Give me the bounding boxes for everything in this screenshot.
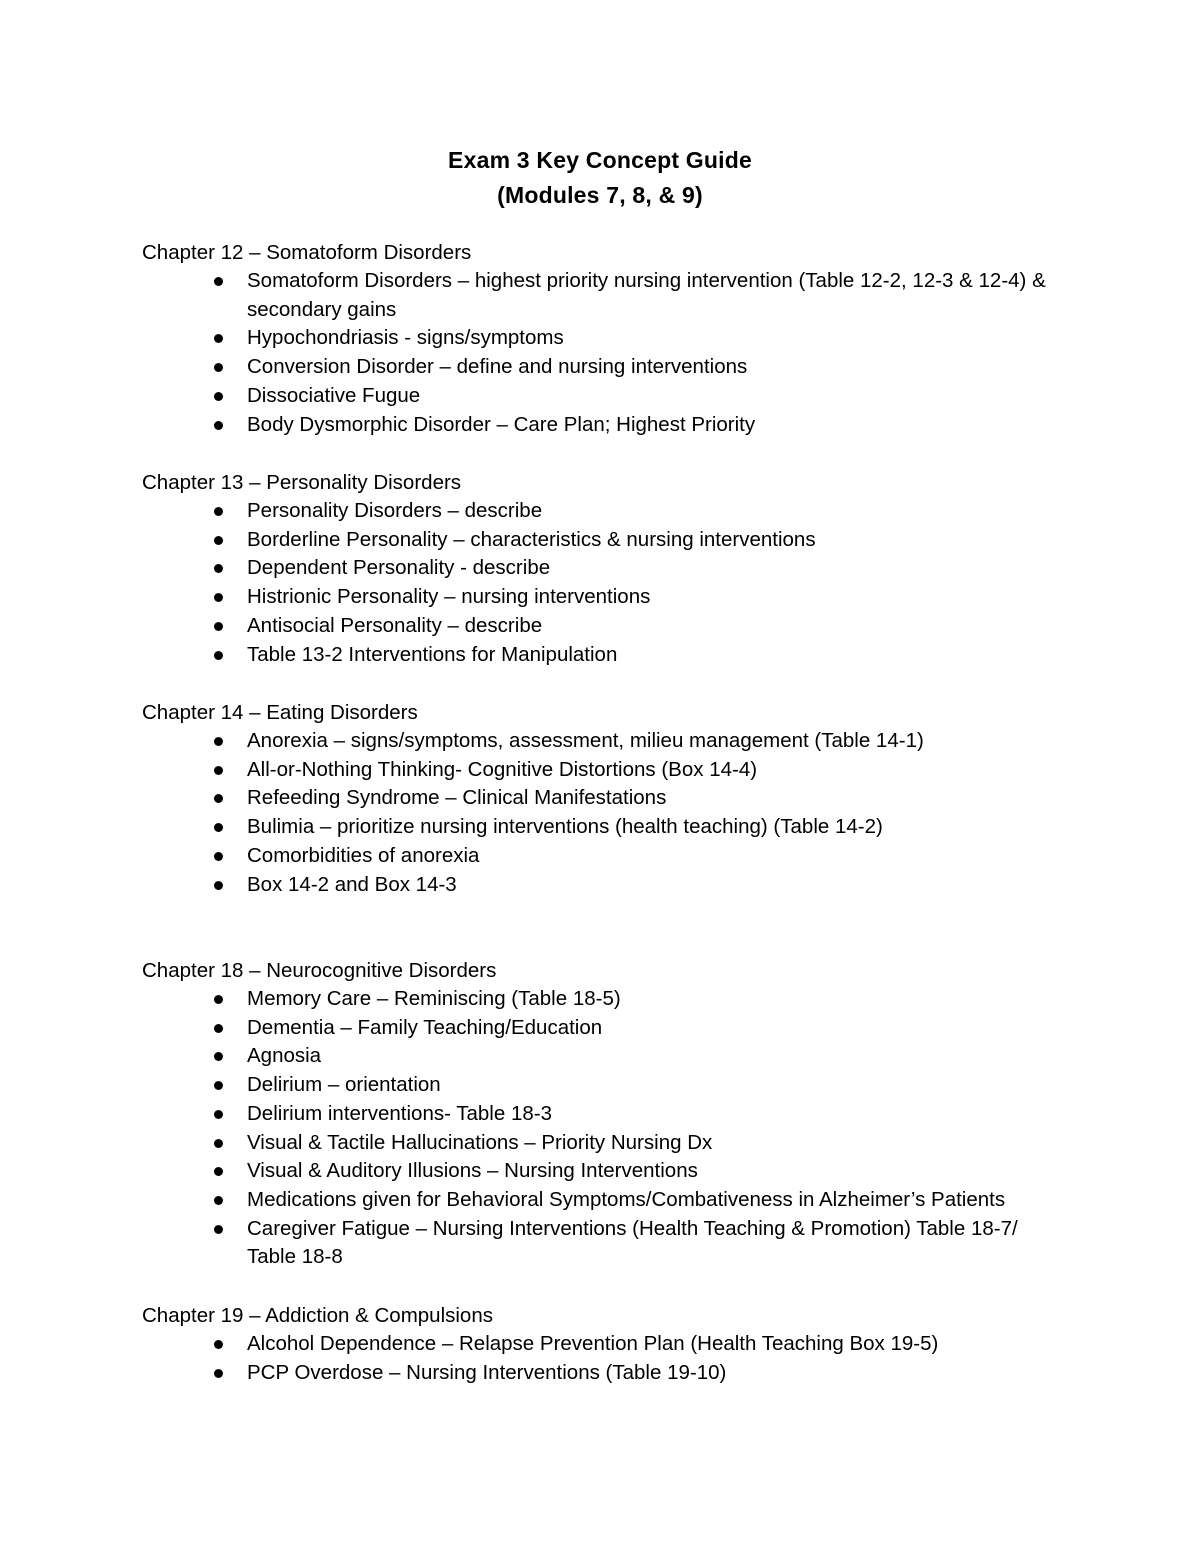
list-item: [142, 526, 1072, 555]
list-item-text: All-or-Nothing Thinking- Cognitive Distortions (Box 14-4): [247, 757, 758, 781]
list-item-text: Conversion Disorder – define and nursing interventions: [247, 355, 748, 379]
bullet-icon: [214, 1369, 223, 1378]
bullet-icon: [214, 1340, 223, 1349]
list-item: [142, 583, 1072, 612]
bullet-icon: [214, 1081, 223, 1090]
bullet-icon: [214, 794, 223, 803]
list-item-text: Table 13-2 Interventions for Manipulation: [247, 642, 618, 666]
list-item-text: Memory Care – Reminiscing (Table 18-5): [247, 987, 621, 1010]
section-chapter-19: [142, 1301, 1072, 1387]
list-item: [142, 1129, 1072, 1158]
list-item-text: Anorexia – signs/symptoms, assessment, milieu management (Table 14-1): [247, 729, 924, 752]
list-item-text: Delirium – orientation: [247, 1073, 441, 1097]
list-item-text: Dementia – Family Teaching/Education: [247, 1015, 603, 1039]
list-item: [142, 497, 1072, 526]
list-item: [142, 1330, 1072, 1359]
list-item: [142, 1215, 1072, 1272]
bullet-icon: [214, 1110, 223, 1119]
bullet-icon: [214, 622, 223, 631]
list-item: [142, 727, 1072, 756]
bullet-icon: [214, 1052, 223, 1061]
list-item-text: Visual & Tactile Hallucinations – Priority Nursing Dx: [247, 1130, 713, 1154]
list-item-text: Dissociative Fugue: [247, 383, 421, 407]
chapter-heading: Chapter 19 – Addiction & Compulsions: [142, 1304, 493, 1327]
section-chapter-18: [142, 956, 1072, 1272]
chapter-heading: Chapter 12 – Somatoform Disorders: [142, 241, 472, 264]
section-chapter-13: [142, 468, 1072, 669]
bullet-list: [142, 1330, 1072, 1387]
bullet-icon: [214, 421, 223, 430]
chapter-heading: Chapter 13 – Personality Disorders: [142, 471, 462, 494]
list-item: [142, 641, 1072, 670]
chapter-heading: Chapter 18 – Neurocognitive Disorders: [142, 959, 497, 982]
list-item-text: Dependent Personality - describe: [247, 556, 551, 580]
list-item: [142, 784, 1072, 813]
list-item: [142, 1157, 1072, 1186]
bullet-icon: [214, 507, 223, 516]
bullet-icon: [214, 334, 223, 343]
list-item: [142, 813, 1072, 842]
bullet-icon: [214, 1196, 223, 1205]
list-item: [142, 554, 1072, 583]
list-item: [142, 612, 1072, 641]
list-item: [142, 1071, 1072, 1100]
list-item-text: Hypochondriasis - signs/symptoms: [247, 326, 564, 350]
list-item-text: Medications given for Behavioral Symptoms/Combativeness in Alzheimer’s Patients: [247, 1187, 1006, 1211]
list-item: [142, 267, 1072, 324]
bullet-icon: [214, 1024, 223, 1033]
list-item: [142, 871, 1072, 900]
list-item-text: Box 14-2 and Box 14-3: [247, 872, 457, 896]
bullet-icon: [214, 881, 223, 890]
list-item-text: Agnosia: [247, 1044, 322, 1068]
list-item: [142, 1014, 1072, 1043]
list-item: [142, 353, 1072, 382]
list-item-text: Caregiver Fatigue – Nursing Interventions (Health Teaching & Promotion) Table 18-7/ Table 18-8: [247, 1216, 1018, 1269]
list-item: [142, 1186, 1072, 1215]
list-item: [142, 411, 1072, 440]
list-item-text: Visual & Auditory Illusions – Nursing Interventions: [247, 1159, 698, 1183]
list-item-text: Somatoform Disorders – highest priority nursing intervention (Table 12-2, 12-3 & 12-4) & secondary gains: [247, 269, 1046, 321]
list-item: [142, 1359, 1072, 1388]
bullet-icon: [214, 766, 223, 775]
bullet-icon: [214, 1167, 223, 1176]
bullet-list: [142, 985, 1072, 1272]
list-item: [142, 1100, 1072, 1129]
list-item-text: Refeeding Syndrome – Clinical Manifestations: [247, 786, 667, 810]
list-item: [142, 842, 1072, 871]
list-item-text: Body Dysmorphic Disorder – Care Plan; Highest Priority: [247, 412, 756, 436]
list-item: [142, 382, 1072, 411]
document-subtitle: (Modules 7, 8, & 9): [497, 182, 703, 208]
list-item-text: Alcohol Dependence – Relapse Prevention Plan (Health Teaching Box 19-5): [247, 1332, 939, 1355]
list-item: [142, 1042, 1072, 1071]
bullet-icon: [214, 823, 223, 832]
list-item-text: Personality Disorders – describe: [247, 499, 543, 522]
bullet-list: [142, 727, 1072, 899]
list-item-text: Antisocial Personality – describe: [247, 613, 543, 637]
list-item-text: Comorbidities of anorexia: [247, 843, 480, 867]
bullet-icon: [214, 1139, 223, 1148]
chapter-heading: Chapter 14 – Eating Disorders: [142, 701, 418, 724]
list-item-text: Borderline Personality – characteristics & nursing interventions: [247, 527, 816, 551]
bullet-icon: [214, 363, 223, 372]
list-item: [142, 985, 1072, 1014]
bullet-icon: [214, 564, 223, 573]
list-item-text: PCP Overdose – Nursing Interventions (Table 19-10): [247, 1360, 727, 1384]
section-chapter-12: [142, 238, 1072, 439]
list-item: [142, 324, 1072, 353]
bullet-icon: [214, 737, 223, 746]
bullet-icon: [214, 277, 223, 286]
section-chapter-14: [142, 698, 1072, 899]
list-item: [142, 756, 1072, 785]
document-title: Exam 3 Key Concept Guide: [448, 147, 752, 173]
bullet-icon: [214, 536, 223, 545]
bullet-icon: [214, 995, 223, 1004]
bullet-list: [142, 497, 1072, 669]
list-item-text: Delirium interventions- Table 18-3: [247, 1101, 552, 1125]
list-item-text: Histrionic Personality – nursing interventions: [247, 585, 651, 609]
bullet-icon: [214, 593, 223, 602]
bullet-list: [142, 267, 1072, 439]
bullet-icon: [214, 651, 223, 660]
bullet-icon: [214, 392, 223, 401]
list-item-text: Bulimia – prioritize nursing interventions (health teaching) (Table 14-2): [247, 815, 883, 839]
bullet-icon: [214, 852, 223, 861]
bullet-icon: [214, 1225, 223, 1234]
